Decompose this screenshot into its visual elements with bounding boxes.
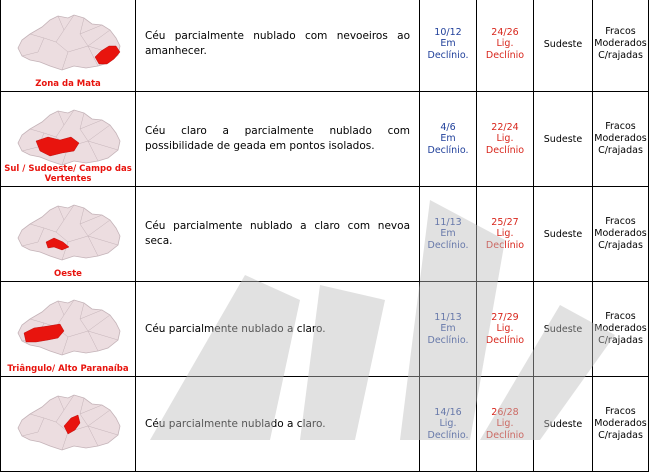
min-temp: 10/12 [434,26,462,38]
max-temp-cell [477,92,534,187]
wind-direction: Sudeste [534,0,593,92]
max-trend-2: Declínio [485,429,525,441]
max-temp: 22/24 [491,121,519,133]
region-name: Oeste [54,269,82,279]
max-trend-1: Lig. [496,38,514,50]
minas-gerais-map [8,297,128,361]
wind-direction: Sudeste [534,187,593,282]
region-cell [1,282,136,377]
min-temp: 4/6 [440,121,456,133]
wind-intensity-3: C/rajadas [598,430,643,441]
min-temp: 11/13 [434,311,462,323]
wind-direction: Sudeste [534,282,593,377]
forecast-row [1,0,649,92]
wind-intensity-2: Moderados [594,228,647,239]
min-trend-2: Declínio. [427,239,469,251]
max-temp: 26/28 [491,406,519,418]
min-trend-1: Em [440,133,456,145]
min-temp-cell [420,92,477,187]
min-trend-2: Declínio. [427,429,469,441]
max-trend-1: Lig. [496,323,514,335]
max-trend-1: Lig. [496,418,514,430]
wind-intensity-3: C/rajadas [598,145,643,156]
wind-intensity-cell [593,282,649,377]
min-temp-cell [420,0,477,92]
min-temp-cell [420,377,477,472]
max-trend-2: Declínio [485,49,525,61]
wind-intensity-1: Fracos [605,311,636,322]
region-cell [1,92,136,187]
forecast-row [1,187,649,282]
max-trend-2: Declínio [485,239,525,251]
max-trend-1: Lig. [496,228,514,240]
forecast-row [1,377,649,472]
wind-intensity-cell [593,0,649,92]
max-temp: 24/26 [491,26,519,38]
min-temp: 14/16 [434,406,462,418]
min-trend-1: Em [440,323,456,335]
min-trend-2: Declínio. [427,49,469,61]
wind-intensity-2: Moderados [594,133,647,144]
sky-description: Céu claro a parcialmente nublado com possibilidade de geada em pontos isolados. [136,92,420,187]
region-cell [1,187,136,282]
state-outline [18,300,120,355]
sky-description: Céu parcialmente nublado a claro. [136,377,420,472]
max-trend-2: Declínio [485,144,525,156]
max-temp: 25/27 [491,216,519,228]
wind-intensity-3: C/rajadas [598,335,643,346]
minas-gerais-map [8,12,128,76]
min-temp: 11/13 [434,216,462,228]
sky-description: Céu parcialmente nublado a claro com nevoa seca. [136,187,420,282]
forecast-rows [1,0,649,472]
forecast-row [1,282,649,377]
min-trend-2: Declínio. [427,144,469,156]
wind-intensity-2: Moderados [594,323,647,334]
min-trend-1: Em [440,228,456,240]
min-trend-1: Lig. [439,418,457,430]
max-trend-2: Declínio [485,334,525,346]
state-outline [18,205,120,260]
wind-intensity-3: C/rajadas [598,50,643,61]
wind-intensity-1: Fracos [605,406,636,417]
region-name: Sul / Sudoeste/ Campo das Vertentes [4,164,132,184]
region-name: Triângulo/ Alto Paranaíba [7,364,129,374]
max-temp-cell [477,187,534,282]
wind-intensity-3: C/rajadas [598,240,643,251]
wind-direction: Sudeste [534,92,593,187]
max-temp-cell [477,282,534,377]
wind-intensity-1: Fracos [605,26,636,37]
forecast-row [1,92,649,187]
min-trend-2: Declínio. [427,334,469,346]
minas-gerais-map [8,202,128,266]
sky-description: Céu parcialmente nublado com nevoeiros ao amanhecer. [136,0,420,92]
max-temp-cell [477,0,534,92]
max-temp: 27/29 [491,311,519,323]
wind-intensity-1: Fracos [605,121,636,132]
min-trend-1: Em [440,38,456,50]
region-name: Zona da Mata [35,79,101,89]
max-trend-1: Lig. [496,133,514,145]
min-temp-cell [420,187,477,282]
minas-gerais-map [8,392,128,456]
wind-direction: Sudeste [534,377,593,472]
wind-intensity-1: Fracos [605,216,636,227]
wind-intensity-cell [593,377,649,472]
sky-description: Céu parcialmente nublado a claro. [136,282,420,377]
region-cell [1,0,136,92]
wind-intensity-2: Moderados [594,38,647,49]
wind-intensity-2: Moderados [594,418,647,429]
wind-intensity-cell [593,92,649,187]
max-temp-cell [477,377,534,472]
wind-intensity-cell [593,187,649,282]
minas-gerais-map [8,107,128,171]
region-cell [1,377,136,472]
min-temp-cell [420,282,477,377]
